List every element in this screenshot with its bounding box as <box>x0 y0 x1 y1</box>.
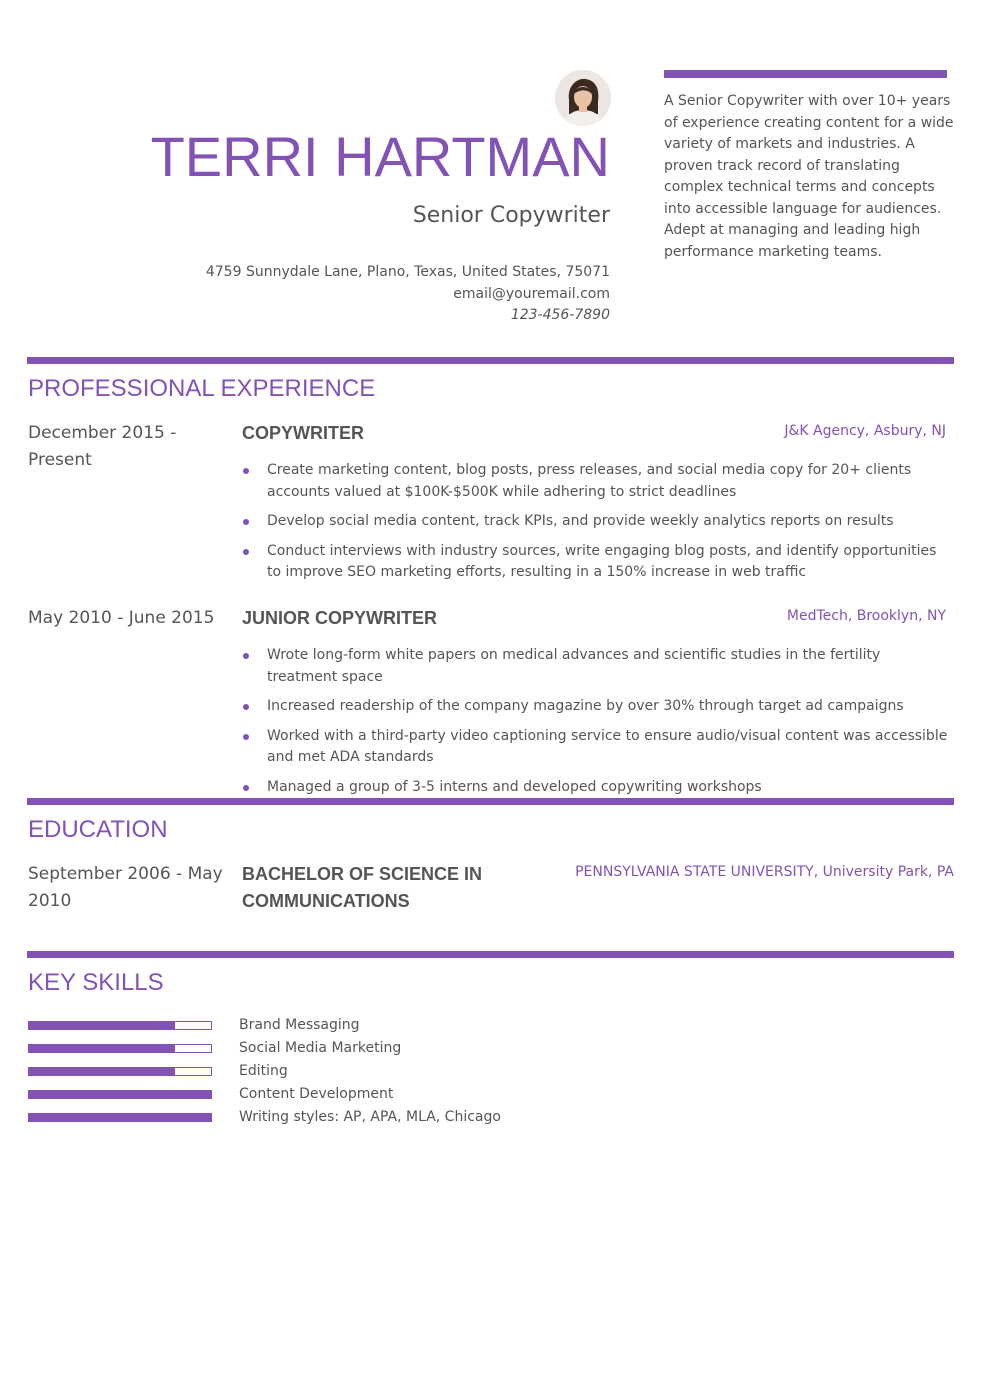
skills-heading: KEY SKILLS <box>28 969 164 996</box>
bullet-text: Conduct interviews with industry sources, write engaging blog posts, and identify opportunities to improve SEO marketing efforts, resulting in a 150% increase in web traffic <box>267 542 937 580</box>
summary: A Senior Copywriter with over 10+ years of experience creating content for a wide variety of markets and industries. A proven track record of translating complex technical terms and concepts into accessible language for audiences. Adept at managing and leading high performance marketing teams. <box>664 93 954 260</box>
candidate-name: TERRI HARTMAN <box>150 125 610 188</box>
phone[interactable]: 123-456-7890 <box>510 307 610 323</box>
skill-level-bar <box>28 1090 212 1099</box>
skill-level-fill <box>29 1091 211 1098</box>
bullet-icon <box>243 704 249 710</box>
bullet-icon <box>243 734 249 740</box>
bullet-icon <box>243 653 249 659</box>
skill-level-fill <box>29 1045 175 1052</box>
address: 4759 Sunnydale Lane, Plano, Texas, United States, 75071 <box>205 264 610 280</box>
skill-level-bar <box>28 1021 212 1030</box>
list-item <box>242 696 954 718</box>
list-item <box>242 460 954 503</box>
education-school: PENNSYLVANIA STATE UNIVERSITY, University Park, PA <box>575 864 954 880</box>
avatar <box>555 70 611 126</box>
summary-divider <box>664 70 947 78</box>
bullet-icon <box>243 549 249 555</box>
skill-label: Social Media Marketing <box>239 1040 402 1056</box>
skill-level-fill <box>29 1068 175 1075</box>
skill-label: Writing styles: AP, APA, MLA, Chicago <box>239 1109 501 1125</box>
job-company: J&K Agency, Asbury, NJ <box>784 423 946 439</box>
skill-label: Brand Messaging <box>239 1017 360 1033</box>
list-item <box>242 726 954 769</box>
job-role: COPYWRITER <box>242 423 365 443</box>
skill-level-bar <box>28 1067 212 1076</box>
skill-label: Content Development <box>239 1086 394 1102</box>
list-item <box>242 777 954 799</box>
skill-level-bar <box>28 1044 212 1053</box>
skills-divider <box>27 951 954 958</box>
education-degree: BACHELOR OF SCIENCE IN COMMUNICATIONS <box>242 864 483 911</box>
job-company: MedTech, Brooklyn, NY <box>786 608 946 624</box>
skill-level-bar <box>28 1113 212 1122</box>
bullet-text: Increased readership of the company magazine by over 30% through target ad campaigns <box>267 698 904 714</box>
email[interactable]: email@youremail.com <box>453 286 610 302</box>
job-bullets <box>242 460 954 592</box>
skill-level-fill <box>29 1114 211 1121</box>
bullet-text: Worked with a third-party video captioning service to ensure audio/visual content was accessible and met ADA standards <box>267 727 948 765</box>
experience-divider <box>27 357 954 364</box>
job-title: Senior Copywriter <box>412 203 610 228</box>
job-role: JUNIOR COPYWRITER <box>242 608 438 628</box>
skill-label: Editing <box>239 1063 288 1079</box>
list-item <box>242 541 954 584</box>
bullet-icon <box>243 785 249 791</box>
bullet-text: Managed a group of 3-5 interns and developed copywriting workshops <box>267 778 762 795</box>
education-heading: EDUCATION <box>28 816 168 843</box>
list-item <box>242 511 954 533</box>
bullet-text: Wrote long-form white papers on medical advances and scientific studies in the fertility treatment space <box>267 647 881 685</box>
education-dates: September 2006 - May 2010 <box>28 864 223 911</box>
bullet-text: Create marketing content, blog posts, press releases, and social media copy for 20+ clients accounts valued at $100K-$500K while adhering to strict deadlines <box>267 462 912 500</box>
job-dates: May 2010 - June 2015 <box>28 608 215 628</box>
bullet-icon <box>243 468 249 474</box>
bullet-icon <box>243 519 249 525</box>
bullet-text: Develop social media content, track KPIs, and provide weekly analytics reports on results <box>267 513 894 529</box>
avatar-photo-icon <box>555 70 611 126</box>
job-bullets <box>242 645 954 806</box>
education-divider <box>27 798 954 805</box>
experience-heading: PROFESSIONAL EXPERIENCE <box>28 375 376 402</box>
list-item <box>242 645 954 688</box>
skill-level-fill <box>29 1022 175 1029</box>
job-dates: December 2015 - Present <box>28 423 177 470</box>
